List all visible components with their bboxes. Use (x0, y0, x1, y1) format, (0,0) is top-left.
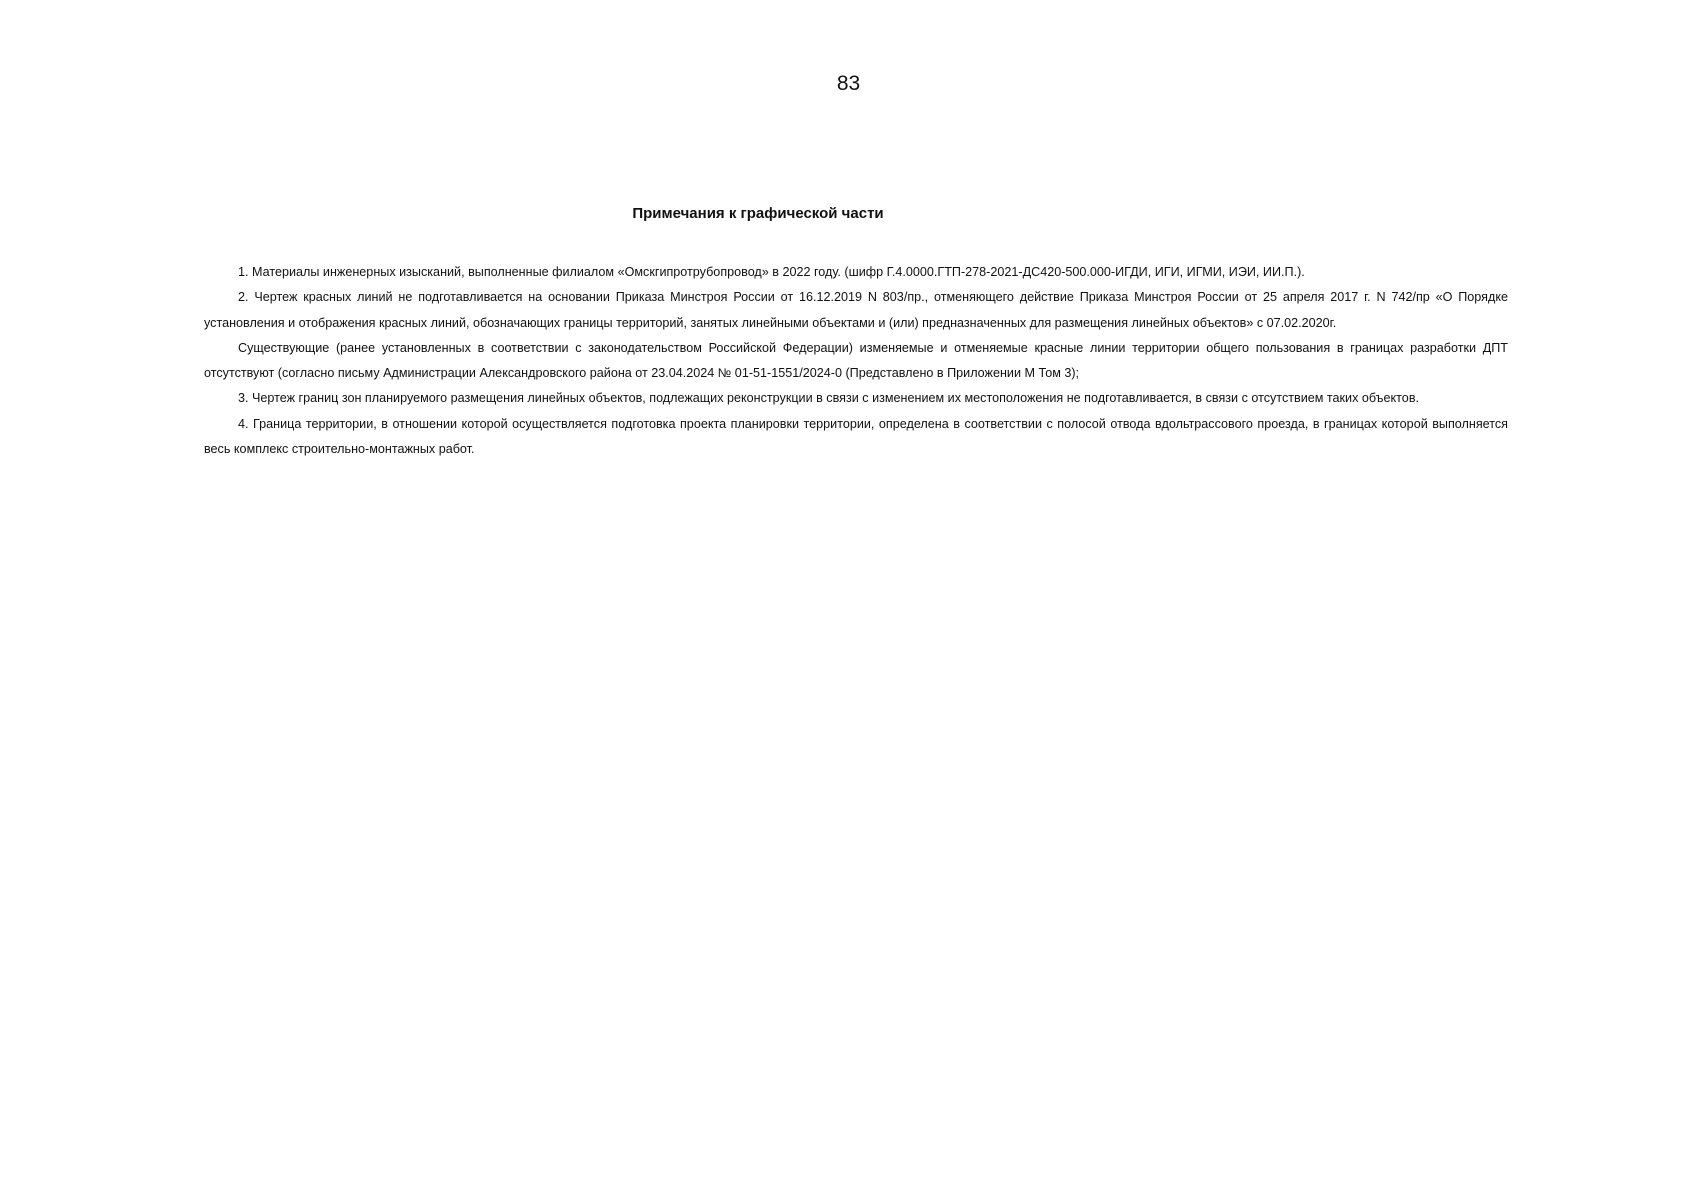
page-number: 83 (836, 72, 861, 95)
note-2-continuation: Существующие (ранее установленных в соответствии с законодательством Российской Федерации) изменяемые и отменяемые красные линии территории общего пользования в границах разработки ДПТ отсутствуют (согласно письму Администрации Александровского района от 23.04.2024 № 01-51-1551/2024-0 (Представлено в Приложении М Том 3); (204, 340, 1508, 381)
notes-list (204, 260, 1508, 462)
page-title: Примечания к графической части (632, 205, 884, 222)
note-4: 4. Граница территории, в отношении которой осуществляется подготовка проекта планировки территории, определена в соответствии с полосой отвода вдольтрассового проезда, в границах которой выполняется весь комплекс строительно-монтажных работ. (204, 416, 1508, 457)
note-1: 1. Материалы инженерных изысканий, выполненные филиалом «Омскгипротрубопровод» в 2022 году. (шифр Г.4.0000.ГТП-278-2021-ДС420-500.000-ИГДИ, ИГИ, ИГМИ, ИЭИ, ИИ.П.). (238, 265, 1305, 279)
note-2: 2. Чертеж красных линий не подготавливается на основании Приказа Минстроя России от 16.12.2019 N 803/пр., отменяющего действие Приказа Минстроя России от 25 апреля 2017 г. N 742/пр «О Порядке установления и отображения красных линий, обозначающих границы территорий, занятых линейными объектами и (или) предназначенных для размещения линейных объектов» с 07.02.2020г. (204, 290, 1508, 330)
note-3: 3. Чертеж границ зон планируемого размещения линейных объектов, подлежащих реконструкции в связи с изменением их местоположения не подготавливается, в связи с отсутствием таких объектов. (238, 391, 1420, 406)
